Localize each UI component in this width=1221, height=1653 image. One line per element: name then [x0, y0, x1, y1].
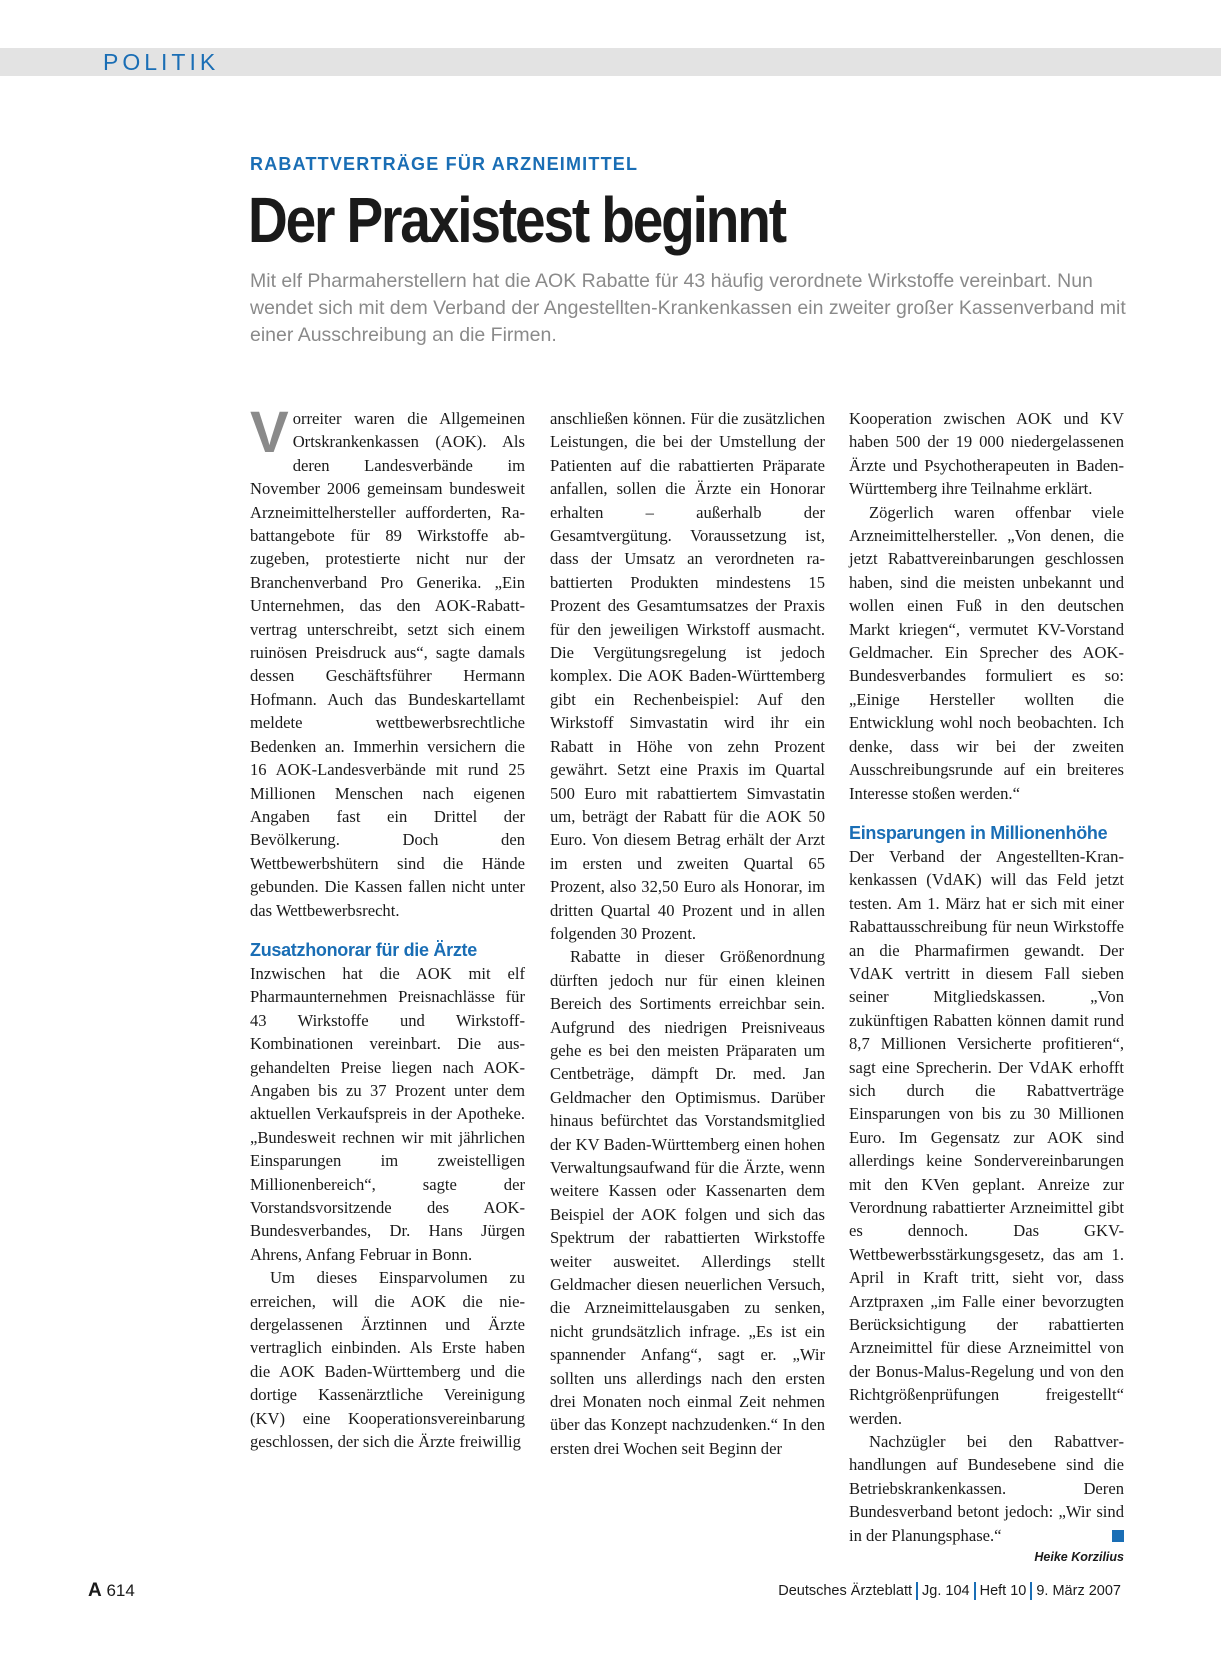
paragraph-7 [849, 1430, 1124, 1547]
journal-issue: Heft 10 [979, 1582, 1027, 1599]
paragraph-5: Zögerlich waren offenbar viele Arzneimittelhersteller. „Von denen, die jetzt Rabattvereinbarungen geschlossen haben, sind die meisten unbekannt und wollen einen Fuß in den deutschen Markt kriegen“, vermutet KV-Vorstand Geldmacher. Ein Sprecher des AOK-Bundesverbandes formuliert es so: „Einige Hersteller wollten die Entwicklung wohl noch beobachten. Ich denke, dass wir bei der zweiten Ausschreibungsrunde auf ein breiteres Interesse stoßen werden.“ [849, 502, 1124, 803]
text-column-2 [550, 407, 825, 1460]
paragraph-2: Inzwischen hat die AOK mit elf Pharmaunternehmen Preisnachlässe für 43 Wirkstoffe und Wirkstoff-Kombinationen vereinbart. Die ausgehandelten Preise liegen nach AOK-Angaben bis zu 37 Prozent unter dem aktuellen Verkaufspreis in der Apotheke. „Bundesweit rechnen wir mit jährlichen Einsparungen im zweistelligen Millionenbereich“, sagte der Vorstandsvorsitzende des AOK-Bundesverbandes, Dr. Hans Jürgen Ahrens, Anfang Februar in Bonn. [250, 963, 525, 1264]
article-headline: Der Praxistest beginnt [248, 184, 785, 256]
footer-separator [916, 1582, 918, 1600]
text-column-3 [849, 407, 1124, 1567]
paragraph-6: Der Verband der Angestellten-Krankenkassen (VdAK) will das Feld jetzt testen. Am 1. März hat er sich mit einer Rabattausschreibung für neun Wirkstoffe an die Pharmafirmen gewandt. Der VdAK vertritt in diesem Fall sieben seiner Mitgliedskassen. „Von zukünftigen Rabatten können damit rund 8,7 Millionen Versicherte profitieren“, sagt eine Sprecherin. Der VdAK erhofft sich durch die Rabattverträge Einsparungen von bis zu 30 Millionen Euro. Im Gegensatz zur AOK sind allerdings keine Sondervereinbarungen mit den KVen geplant. Anreize zur Verordnung rabattierter Arzneimittel gibt es dennoch. Das GKV-Wettbewerbsstärkungsgesetz, das am 1. April in Kraft tritt, sieht vor, dass Arztpraxen „im Falle einer bevorzugten Berücksichtigung der rabattierten Arzneimittel für diese Arzneimittel von der Bonus-Malus-Regelung und von den Richtgrößenprüfungen freigestellt“ werden. [849, 846, 1124, 1428]
end-mark-icon [1112, 1530, 1124, 1542]
footer-separator [1030, 1582, 1032, 1600]
drop-cap: V [250, 400, 289, 465]
text-column-1 [250, 400, 525, 1453]
article-kicker: RABATTVERTRÄGE FÜR ARZNEIMITTEL [250, 154, 639, 174]
section-label: POLITIK [103, 49, 220, 75]
paragraph-1-text: orreiter waren die Allgemeinen Ortskrankenkassen (AOK). Als deren Landesverbände im November 2006 gemeinsam bundesweit Arzneimittelhersteller aufforderten, Rabattangebote für 89 Wirkstoffe abzugeben, protestierte nicht nur der Branchenverband Pro Generika. „Ein Unternehmen, das den AOK-Rabattvertrag unterschreibt, setzt sich einem ruinösen Preisdruck aus“, sagte damals dessen Geschäftsführer Hermann Hofmann. Auch das Bundeskartellamt meldete wettbewerbsrechtliche Bedenken an. Immerhin versichern die 16 AOK-Landesverbände mit rund 25 Millionen Menschen nach eigenen Angaben fast ein Drittel der Bevölkerung. Doch den Wettbewerbshütern sind die Hände gebunden. Die Kassen fallen nicht unter das Wettbewerbsrecht. [250, 409, 525, 920]
journal-volume: Jg. 104 [922, 1582, 970, 1599]
footer-separator [974, 1582, 976, 1600]
paragraph-3-continued: anschließen können. Für die zusätzlichen Leistungen, die bei der Umstellung der Patienten auf die rabattierten Präparate anfallen, sollen die Ärzte ein Honorar erhalten – außerhalb der Gesamtvergütung. Voraussetzung ist, dass der Umsatz an verordneten rabattierten Produkten mindestens 15 Prozent des Gesamtumsatzes der Praxis für den jeweiligen Wirkstoff ausmacht. Die Vergütungsregelung ist jedoch komplex. Die AOK Baden-Württemberg gibt ein Rechenbeispiel: Auf den Wirkstoff Simvastatin wird ihr ein Rabatt in Höhe von zehn Prozent gewährt. Setzt eine Praxis im Quartal 500 Euro mit rabattiertem Simvastatin um, beträgt der Rabatt für die AOK 50 Euro. Von diesem Betrag erhält der Arzt im ersten und zweiten Quartal 65 Prozent, also 32,50 Euro als Honorar, im dritten Quartal 40 Prozent und in allen folgenden 30 Prozent. [550, 409, 825, 943]
paragraph-4-continued: Kooperation zwischen AOK und KV haben 500 der 19 000 niedergelassenen Ärzte und Psychotherapeuten in Baden-Württemberg ihre Teilnahme erklärt. [849, 409, 1124, 499]
page-number-value: 614 [106, 1581, 135, 1600]
paragraph-7-text: Nachzügler bei den Rabattverhandlungen auf Bundesebene sind die Betriebskrankenkassen. Deren Bundesverband betont jedoch: „Wir sind in der Planungsphase.“ [849, 1432, 1124, 1545]
paragraph-3: Um dieses Einsparvolumen zu erreichen, will die AOK die niedergelassenen Ärztinnen und Ärzte vertraglich einbinden. Als Erste haben die AOK Baden-Württemberg und die dortige Kassenärztliche Vereinigung (KV) eine Kooperationsvereinbarung geschlossen, der sich die Ärzte freiwillig [250, 1268, 525, 1452]
page-prefix: A [88, 1580, 102, 1601]
page-number [88, 1580, 135, 1602]
journal-footer [778, 1582, 1121, 1600]
journal-date: 9. März 2007 [1036, 1582, 1121, 1599]
subhead-zusatzhonorar: Zusatzhonorar für die Ärzte [250, 939, 477, 960]
paragraph-4: Rabatte in dieser Größenordnung dürften jedoch nur für einen kleinen Bereich des Sortiments erreichbar sein. Aufgrund des niedrigen Preisniveaus gehe es bei den meisten Präparaten um Centbeträge, dämpft Dr. med. Jan Geldmacher den Optimismus. Darüber hinaus befürchtet das Vorstandsmitglied der KV Baden-Württemberg einen hohen Verwaltungsaufwand für die Ärzte, wenn weitere Kassen oder Kassenarten dem Beispiel der AOK folgen und sich das Spektrum der rabattierten Wirkstoffe weiter ausweitet. Allerdings stellt Geldmacher diesen neuerlichen Versuch, die Arzneimittelausgaben zu senken, nicht grundsätzlich infrage. „Es ist ein spannender Anfang“, sagt er. „Wir sollten uns allerdings nach den ersten drei Monaten noch einmal Zeit nehmen über das Konzept nachzudenken.“ In den ersten drei Wochen seit Beginn der [550, 947, 825, 1458]
subhead-einsparungen: Einsparungen in Millionenhöhe [849, 822, 1108, 843]
paragraph-1 [250, 400, 525, 922]
journal-name: Deutsches Ärzteblatt [778, 1582, 913, 1599]
article-lead: Mit elf Pharmaherstellern hat die AOK Rabatte für 43 häufig verordnete Wirkstoffe vereinbart. Nun wendet sich mit dem Verband der Angestellten-Krankenkassen ein zweiter großer Kassenverband mit einer Ausschreibung an die Firmen. [250, 270, 1126, 346]
author-byline: Heike Korzilius [1034, 1550, 1124, 1565]
